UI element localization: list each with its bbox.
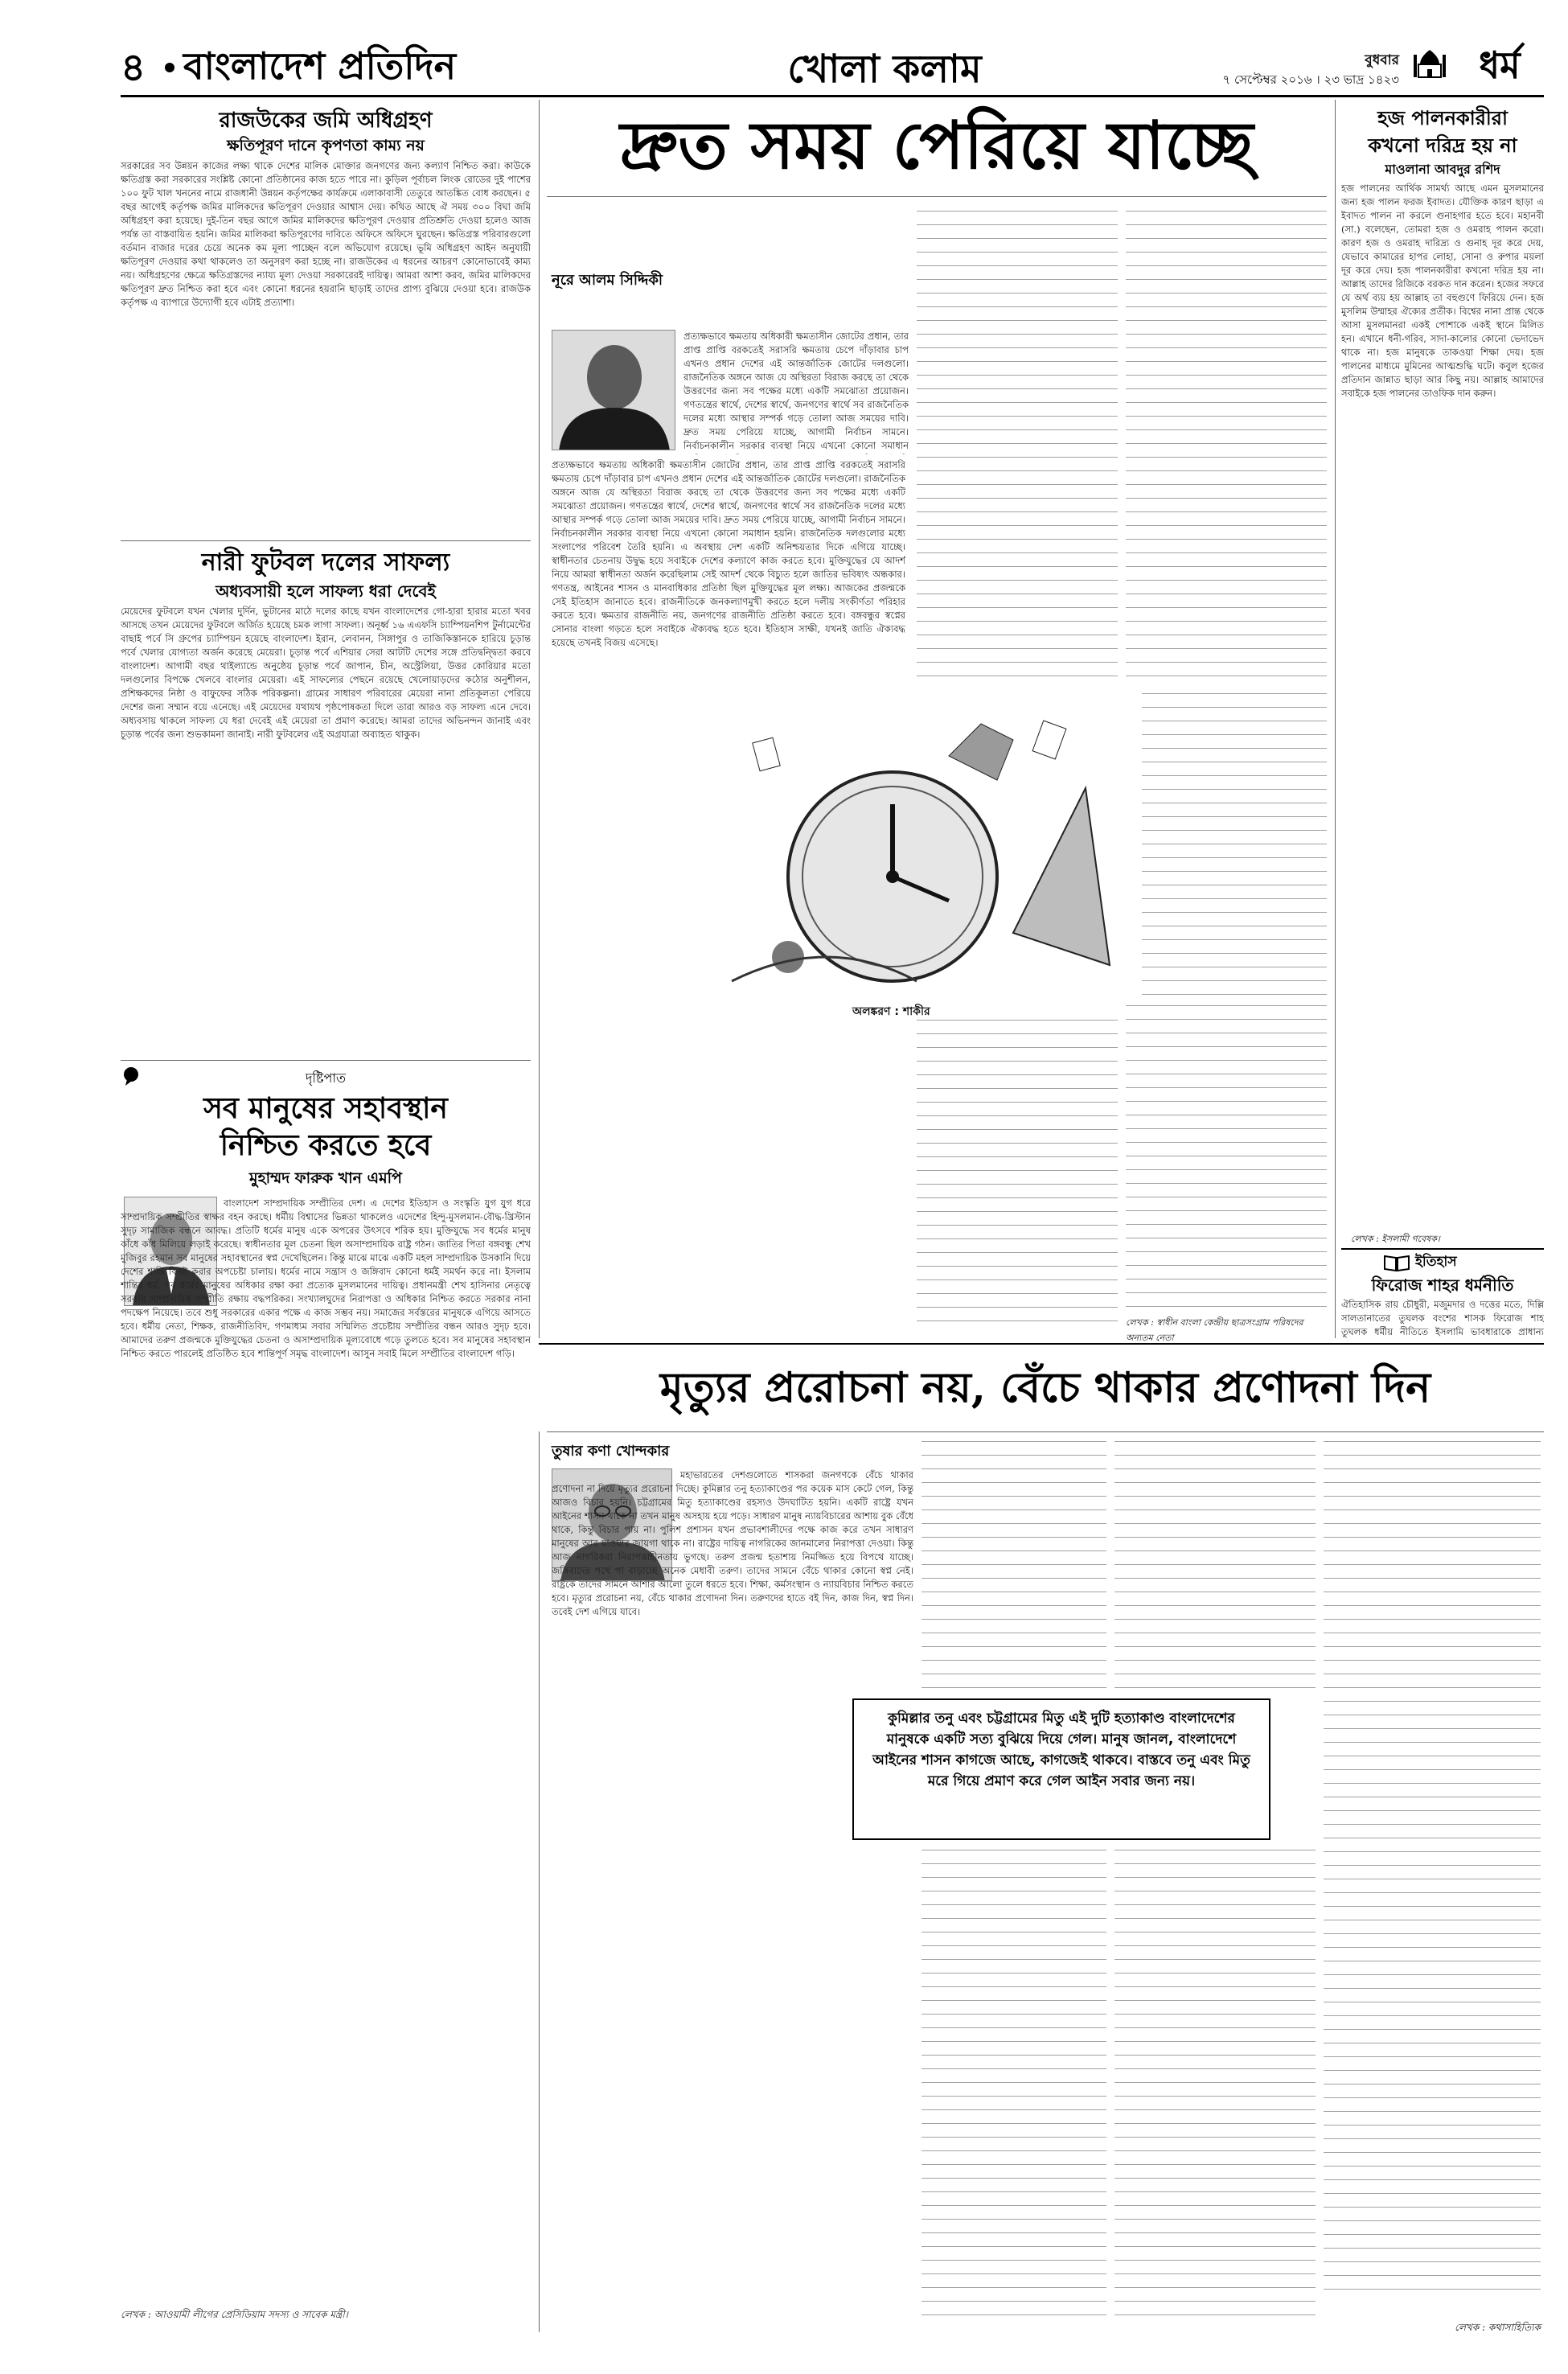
text-column (1126, 211, 1327, 685)
article-subtitle: ক্ষতিপূরণ দানে কৃপণতা কাম্য নয় (227, 137, 425, 154)
masthead-rule (121, 95, 1544, 97)
text-column (1114, 1441, 1316, 1698)
main-headline: দ্রুত সময় পেরিয়ে যাচ্ছে (620, 107, 1254, 184)
text-column (922, 1441, 1106, 1698)
article-title: রাজউকের জমি অধিগ্রহণ (219, 109, 433, 133)
pull-quote (852, 1698, 1270, 1840)
byline: মাওলানা আবদুর রশিদ (1385, 162, 1500, 177)
article-body: মেয়েদের ফুটবলে যখন খেলার দুর্দিন, ভুটানের মাঠে দলের কাছে যখন বাংলাদেশের গো-হারা হারার মতো খবর আসছে তখন মেয়েদের ফুটবলে অর্জিত হয়েছে চমক লাগা সাফল্য। অনূর্ধ্ব ১৬ এএফসি চ্যাম্পিয়নশিপ টুর্নামেন্টের বাছাই পর্বে সি গ্রুপের চ্যাম্পিয়ন হয়েছে বাংলাদেশ। ইরান, লেবানন, সিঙ্গাপুর ও তাজিকিস্তানকে হারিয়ে চূড়ান্ত পর্বে খেলার যোগ্যতা অর্জন করেছে মেয়েরা। চূড়ান্ত পর্বে এশিয়ার সেরা আটটি দেশের সঙ্গে প্রতিদ্বন্দ্বিতা করবে বাংলাদেশ। আগামী বছর থাইল্যান্ডে অনুষ্ঠেয় চূড়ান্ত পর্বে জাপান, চীন, অস্ট্রেলিয়া, উত্তর কোরিয়ার মতো দলগুলোর বিপক্ষে খেলবে বাংলার মেয়েরা। এই সাফল্যের পেছনে রয়েছে খেলোয়াড়দের কঠোর অনুশীলন, প্রশিক্ষকদের নিষ্ঠা ও বাফুফের সঠিক পরিকল্পনা। গ্রামের সাধারণ পরিবারের মেয়েরা নানা প্রতিকূলতা পেরিয়ে দেশের জন্য সম্মান বয়ে এনেছে। এই মেয়েদের যথাযথ পৃষ্ঠপোষকতা দিলে তারা আরও বড় সাফল্য এনে দেবে। অধ্যবসায় থাকলে সাফল্য যে ধরা দেবেই এই মেয়েরা তা প্রমাণ করেছে। আমরা তাদের অভিনন্দন জানাই এবং চূড়ান্ত পর্বের জন্য শুভকামনা জানাই। নারী ফুটবলের এই অগ্রযাত্রা অব্যাহত থাকুক। (121, 606, 531, 740)
illustration-credit: অলঙ্করণ : শাকীর (852, 1005, 930, 1018)
article-title: নিশ্চিত করতে হবে (220, 1129, 432, 1162)
article-body-continued: প্রত্যক্ষভাবে ক্ষমতায় অধিকারী ক্ষমতাসীন জোটের প্রধান, তার প্রাপ্ত প্রাপ্তি বরকতেই সরাসরি ক্ষমতায় চেপে দাঁড়াবার চাপ এখনও প্রধান দেশের এই আন্তর্জাতিক জোটের দলগুলো। রাজনৈতিক অঙ্গনে আজ যে অস্থিরতা বিরাজ করছে তা থেকে উত্তরণের জন্য সব পক্ষের মধ্যে একটি সমঝোতা প্রয়োজন। গণতন্ত্রের স্বার্থে, দেশের স্বার্থে, জনগণের স্বার্থে সব রাজনৈতিক দলের মধ্যে আস্থার সম্পর্ক গড়ে তোলা আজ সময়ের দাবি। দ্রুত সময় পেরিয়ে যাচ্ছে, আগামী নির্বাচন সামনে। নির্বাচনকালীন সরকার ব্যবস্থা নিয়ে এখনো কোনো সমাধান (683, 331, 909, 451)
author-photo (552, 330, 675, 450)
article-body: সরকারের সব উন্নয়ন কাজের লক্ষ্য থাকে দেশের মালিক মোক্তার জনগণের জন্য কল্যাণ নিশ্চিত করা। কাউকে ক্ষতিগ্রস্ত করা সরকারের সংশ্লিষ্ট কোনো প্রতিষ্ঠানের কাজ হতে পারে না। কুড়িল পূর্বাচল লিংক রোডের দুই পাশের ১০০ ফুট খাল খননের নামে রাজধানী উন্নয়ন কর্তৃপক্ষের কার্যক্রমে এলাকাবাসী তেতুরে আতঙ্কিত বোধ করছেন। ৫ বছর আগেই কর্তৃপক্ষ জমির মালিকদের ক্ষতিপূরণ দেওয়ার আশ্বাস দেয়। কথিত আছে ঐ সময় ৩০০ বিঘা জমি অধিগ্রহণ করা হয়েছে। দুই-তিন বছর আগে জমির মালিকদের ক্ষতিপূরণ দেওয়ার প্রতিশ্রুতি দেওয়া হলেও আজ পর্যন্ত তা বাস্তবায়িত হয়নি। জমির মালিকরা ক্ষতিপূরণের দাবিতে অফিসে অফিসে ঘুরছেন। ক্ষতিগ্রস্ত পরিবারগুলো বর্তমান বাজার দরের চেয়ে অনেক কম মূল্য পাচ্ছেন বলে অভিযোগ রয়েছে। ভূমি অধিগ্রহণ আইন অনুযায়ী ক্ষতিপূরণ দেওয়ার কথা থাকলেও তা অনুসরণ করা হচ্ছে না। রাজউকের এ ধরনের আচরণ কোনোভাবেই কাম্য নয়। অধিগ্রহণের ক্ষেত্রে ক্ষতিগ্রস্তদের ন্যায্য মূল্য দেওয়া সরকারেরই দায়িত্ব। আমরা আশা করব, জমির মালিকদের ক্ষতিপূরণ দ্রুত নিশ্চিত করা হবে এবং কোনো ধরনের হয়রানি ছাড়াই তাদের প্রাপ্য বুঝিয়ে দেওয়া হবে। রাজউক কর্তৃপক্ষ এ ব্যাপারে উদ্যোগী হবে এটাই প্রত্যাশা। (121, 160, 531, 308)
article-title: কখনো দরিদ্র হয় না (1368, 134, 1517, 157)
article-divider (121, 540, 531, 541)
author-note: লেখক : ইসলামী গবেষক। (1351, 1234, 1440, 1244)
column-label: ইতিহাস (1415, 1254, 1457, 1270)
issue-date: ৭ সেপ্টেম্বর ২০১৬ । ২৩ ভাদ্র ১৪২৩ (1222, 72, 1399, 87)
illustration (708, 692, 1134, 997)
column-label: দৃষ্টিপাত (305, 1070, 347, 1086)
article-body: হজ পালনের আর্থিক সামর্থ্য আছে এমন মুসলমানের জন্য হজ পালন ফরজ ইবাদত। যৌক্তিক কারণ ছাড়া এ ইবাদত পালন না করলে গুনাহগার হতে হবে। মহানবী (সা.) বলেছেন, তোমরা হজ ও ওমরাহ পালন করো। কারণ হজ ও ওমরাহ দারিদ্র্য ও গুনাহ দূর করে দেয়, যেভাবে কামারের হাপর লোহা, সোনা ও রুপার ময়লা দূর করে দেয়। হজ পালনকারীরা কখনো দরিদ্র হয় না। আল্লাহ তাদের রিজিকে বরকত দান করেন। হজের সফরে যে অর্থ ব্যয় হয় আল্লাহ তা বহুগুণে ফিরিয়ে দেন। হজ মুসলিম উম্মাহর ঐক্যের প্রতীক। বিশ্বের নানা প্রান্ত থেকে আসা মুসলমানরা একই পোশাকে একই স্থানে মিলিত হন। এখানে ধনী-গরিব, সাদা-কালোর কোনো ভেদাভেদ থাকে না। হজ মানুষকে তাকওয়া শিক্ষা দেয়। হজ পালনের মাধ্যমে মুমিনের আত্মশুদ্ধি ঘটে। কবুল হজের প্রতিদান জান্নাত ছাড়া আর কিছু নয়। আল্লাহ আমাদের সবাইকে হজ পালনের তাওফিক দান করুন। (1341, 183, 1544, 399)
separator-dot-icon (165, 63, 174, 72)
section-title: খোলা কলাম (787, 47, 982, 92)
author-note: লেখক : স্বাধীন বাংলা কেন্দ্রীয় ছাত্রসংগ্রাম পরিষদের অন্যতম নেতা (1126, 1317, 1303, 1343)
text-column (1114, 1850, 1316, 2316)
byline: তুষার কণা খোন্দকার (552, 1443, 670, 1460)
article-title: নারী ফুটবল দলের সাফল্য (201, 548, 450, 577)
mosque-icon (1412, 47, 1447, 79)
section-rule (539, 1343, 1544, 1345)
article-body: ঐতিহাসিক রায় চৌধুরী, মজুমদার ও দত্তের মতে, দিল্লি সালতানাতের তুঘলক বংশের শাসক ফিরোজ শাহ তুঘলক ধর্মীয় নীতিতে ইসলামি ভাবধারাকে প্রাধান্য (1341, 1299, 1544, 1337)
byline: মুহাম্মদ ফারুক খান এমপি (249, 1169, 402, 1187)
article-title: ফিরোজ শাহর ধর্মনীতি (1371, 1275, 1514, 1295)
page-number: ৪ (121, 45, 146, 90)
text-column (1126, 1005, 1327, 1311)
text-column (917, 1020, 1118, 1325)
author-note: লেখক : কথাসাহিত্যিক (1455, 2322, 1541, 2333)
article-body: মহাভারতের দেশগুলোতে শাসকরা জনগণকে বেঁচে থাকার প্রণোদনা না দিয়ে মৃত্যুর প্ররোচনা দিচ্ছে। কুমিল্লার তনু হত্যাকাণ্ডের পর কয়েক মাস কেটে গেল, কিন্তু আজও বিচার হয়নি। চট্টগ্রামের মিতু হত্যাকাণ্ডের রহস্যও উদঘাটিত হয়নি। একটি রাষ্ট্রে যখন আইনের শাসন থাকে না তখন মানুষ অসহায় হয়ে পড়ে। সাধারণ মানুষ ন্যায়বিচারের আশায় বুক বেঁধে থাকে, কিন্তু বিচার পায় না। পুলিশ প্রশাসন যখন প্রভাবশালীদের পক্ষে কাজ করে তখন সাধারণ মানুষের আর যাওয়ার জায়গা থাকে না। রাষ্ট্রের দায়িত্ব নাগরিকের জানমালের নিরাপত্তা দেওয়া। কিন্তু আজ নাগরিকরা নিরাপত্তাহীনতায় ভুগছে। তরুণ প্রজন্ম হতাশায় নিমজ্জিত হয়ে বিপথে যাচ্ছে। জঙ্গিবাদের পথে পা বাড়াচ্ছে অনেক মেধাবী তরুণ। তাদের সামনে বেঁচে থাকার কোনো স্বপ্ন নেই। রাষ্ট্রকে তাদের সামনে আশার আলো তুলে ধরতে হবে। শিক্ষা, কর্মসংস্থান ও ন্যায়বিচার নিশ্চিত করতে হবে। মৃত্যুর প্ররোচনা নয়, বেঁচে থাকার প্রণোদনা দিন। তরুণদের হাতে বই দিন, কাজ দিন, স্বপ্ন দিন। তবেই দেশ এগিয়ে যাবে। (552, 1469, 913, 1617)
main-headline: মৃত্যুর প্ররোচনা নয়, বেঁচে থাকার প্রণোদনা দিন (659, 1363, 1431, 1412)
text-column (917, 211, 1118, 685)
article-body: বাংলাদেশ সাম্প্রদায়িক সম্প্রীতির দেশ। এ দেশের ইতিহাস ও সংস্কৃতি যুগ যুগ ধরে সাম্প্রদায়িক সম্প্রীতির স্বাক্ষর বহন করছে। ধর্মীয় বিশ্বাসের ভিন্নতা থাকলেও এদেশের হিন্দু-মুসলমান-বৌদ্ধ-খ্রিস্টান সুদৃঢ় সামাজিক বন্ধনে আবদ্ধ। প্রতিটি ধর্মের মানুষ একে অপরের উৎসবে শরিক হয়। মুক্তিযুদ্ধে সব ধর্মের মানুষ কাঁধে কাঁধ মিলিয়ে লড়াই করেছে। স্বাধীনতার মূল চেতনা ছিল অসাম্প্রদায়িক রাষ্ট্র গঠন। জাতির পিতা বঙ্গবন্ধু শেখ মুজিবুর রহমান সব মানুষের সহাবস্থানের স্বপ্ন দেখেছিলেন। কিন্তু মাঝে মাঝে একটি মহল সাম্প্রদায়িক উসকানি দিয়ে দেশের শান্তি বিনষ্ট করার অপচেষ্টা চালায়। ধর্মের নামে সন্ত্রাস ও জঙ্গিবাদ কোনো ধর্মই সমর্থন করে না। ইসলাম শান্তির ধর্ম, সব ধর্মের মানুষের অধিকার রক্ষা করা প্রত্যেক মুসলমানের দায়িত্ব। প্রধানমন্ত্রী শেখ হাসিনার নেতৃত্বে সরকার সাম্প্রদায়িক সম্প্রীতি রক্ষায় বদ্ধপরিকর। সংখ্যালঘুদের নিরাপত্তা ও অধিকার নিশ্চিত করতে সরকার নানা পদক্ষেপ নিয়েছে। তবে শুধু সরকারের একার পক্ষে এ কাজ সম্ভব নয়। সমাজের সর্বস্তরের মানুষকে এগিয়ে আসতে হবে। ধর্মীয় নেতা, শিক্ষক, রাজনীতিবিদ, গণমাধ্যম সবার সম্মিলিত প্রচেষ্টায় সম্প্রীতির বন্ধন আরও সুদৃঢ় হবে। আমাদের তরুণ প্রজন্মকে মুক্তিযুদ্ধের চেতনা ও অসাম্প্রদায়িক মূল্যবোধে গড়ে তুলতে হবে। সব মানুষের সহাবস্থান নিশ্চিত করতে পারলেই প্রতিষ্ঠিত হবে শান্তিপূর্ণ সমৃদ্ধ বাংলাদেশ। আসুন সবাই মিলে সম্প্রীতির বাংলাদেশ গড়ি। (121, 1197, 531, 1359)
article-divider (1341, 1248, 1544, 1250)
column-divider (539, 1431, 540, 2332)
text-column (1324, 1441, 1541, 2294)
text-column (1142, 693, 1327, 999)
weekday: বুধবার (1365, 52, 1399, 68)
column-divider (1335, 100, 1336, 1338)
pull-quote-text: কুমিল্লার তনু এবং চট্টগ্রামের মিতু এই দুটি হত্যাকাণ্ড বাংলাদেশের মানুষকে একটি সত্য বুঝিয়ে দিয়ে গেল। মানুষ জানল, বাংলাদেশে আইনের শাসন কাগজে আছে, কাগজেই থাকবে। বাস্তবে তনু এবং মিতু মরে গিয়ে প্রমাণ করে গেল আইন সবার জন্য নয়। (872, 1711, 1250, 1789)
article-body: প্রত্যক্ষভাবে ক্ষমতায় অধিকারী ক্ষমতাসীন জোটের প্রধান, তার প্রাপ্ত প্রাপ্তি বরকতেই সরাসরি ক্ষমতায় চেপে দাঁড়াবার চাপ এখনও প্রধান দেশের এই আন্তর্জাতিক জোটের দলগুলো। রাজনৈতিক অঙ্গনে আজ যে অস্থিরতা বিরাজ করছে তা থেকে উত্তরণের জন্য সব পক্ষের মধ্যে একটি সমঝোতা প্রয়োজন। গণতন্ত্রের স্বার্থে, দেশের স্বার্থে, জনগণের স্বার্থে সব রাজনৈতিক দলের মধ্যে আস্থার সম্পর্ক গড়ে তোলা আজ সময়ের দাবি। দ্রুত সময় পেরিয়ে যাচ্ছে, আগামী নির্বাচন সামনে। নির্বাচনকালীন সরকার ব্যবস্থা নিয়ে এখনো কোনো সমাধান হয়নি। রাজনৈতিক দলগুলোর মধ্যে সংলাপের পরিবেশ তৈরি হয়নি। এ অবস্থায় দেশ একটি অনিশ্চয়তার দিকে এগিয়ে যাচ্ছে। স্বাধীনতার চেতনায় উদ্বুদ্ধ হয়ে সবাইকে দেশের কল্যাণে কাজ করতে হবে। মুক্তিযুদ্ধের যে আদর্শ নিয়ে আমরা স্বাধীনতা অর্জন করেছিলাম সেই আদর্শ থেকে বিচ্যুত হলে জাতির ভবিষ্যৎ অন্ধকার। গণতন্ত্র, আইনের শাসন ও মানবাধিকার প্রতিষ্ঠা ছিল মুক্তিযুদ্ধের মূল লক্ষ্য। আজকের প্রজন্মকে সেই ইতিহাস জানাতে হবে। রাজনীতিকে জনকল্যাণমুখী করতে হলে দলীয় সংকীর্ণতা পরিহার করতে হবে। ক্ষমতার রাজনীতি নয়, জনগণের রাজনীতি প্রতিষ্ঠা করতে হবে। বঙ্গবন্ধুর স্বপ্নের সোনার বাংলা গড়তে হলে সবাইকে ঐক্যবদ্ধ হতে হবে। ইতিহাস সাক্ষী, যখনই জাতি ঐক্যবদ্ধ হয়েছে তখনই বিজয় এসেছে। (552, 459, 905, 648)
column-divider (539, 100, 540, 1338)
article-title: সব মানুষের সহাবস্থান (203, 1092, 448, 1125)
section-religion-title: ধর্ম (1479, 43, 1521, 87)
article-title: হজ পালনকারীরা (1377, 107, 1508, 129)
article-divider (121, 1060, 531, 1061)
byline: নূরে আলম সিদ্দিকী (552, 272, 663, 289)
book-icon (1383, 1253, 1410, 1272)
text-column (922, 1850, 1106, 2316)
paper-name: বাংলাদেশ প্রতিদিন (183, 44, 457, 88)
author-note: লেখক : আওয়ামী লীগের প্রেসিডিয়াম সদস্য ও সাবেক মন্ত্রী। (121, 2309, 348, 2320)
article-subtitle: অধ্যবসায়ী হলে সাফল্য ধরা দেবেই (215, 581, 436, 601)
headline-rule (547, 1431, 1544, 1432)
headline-rule (547, 196, 1327, 197)
